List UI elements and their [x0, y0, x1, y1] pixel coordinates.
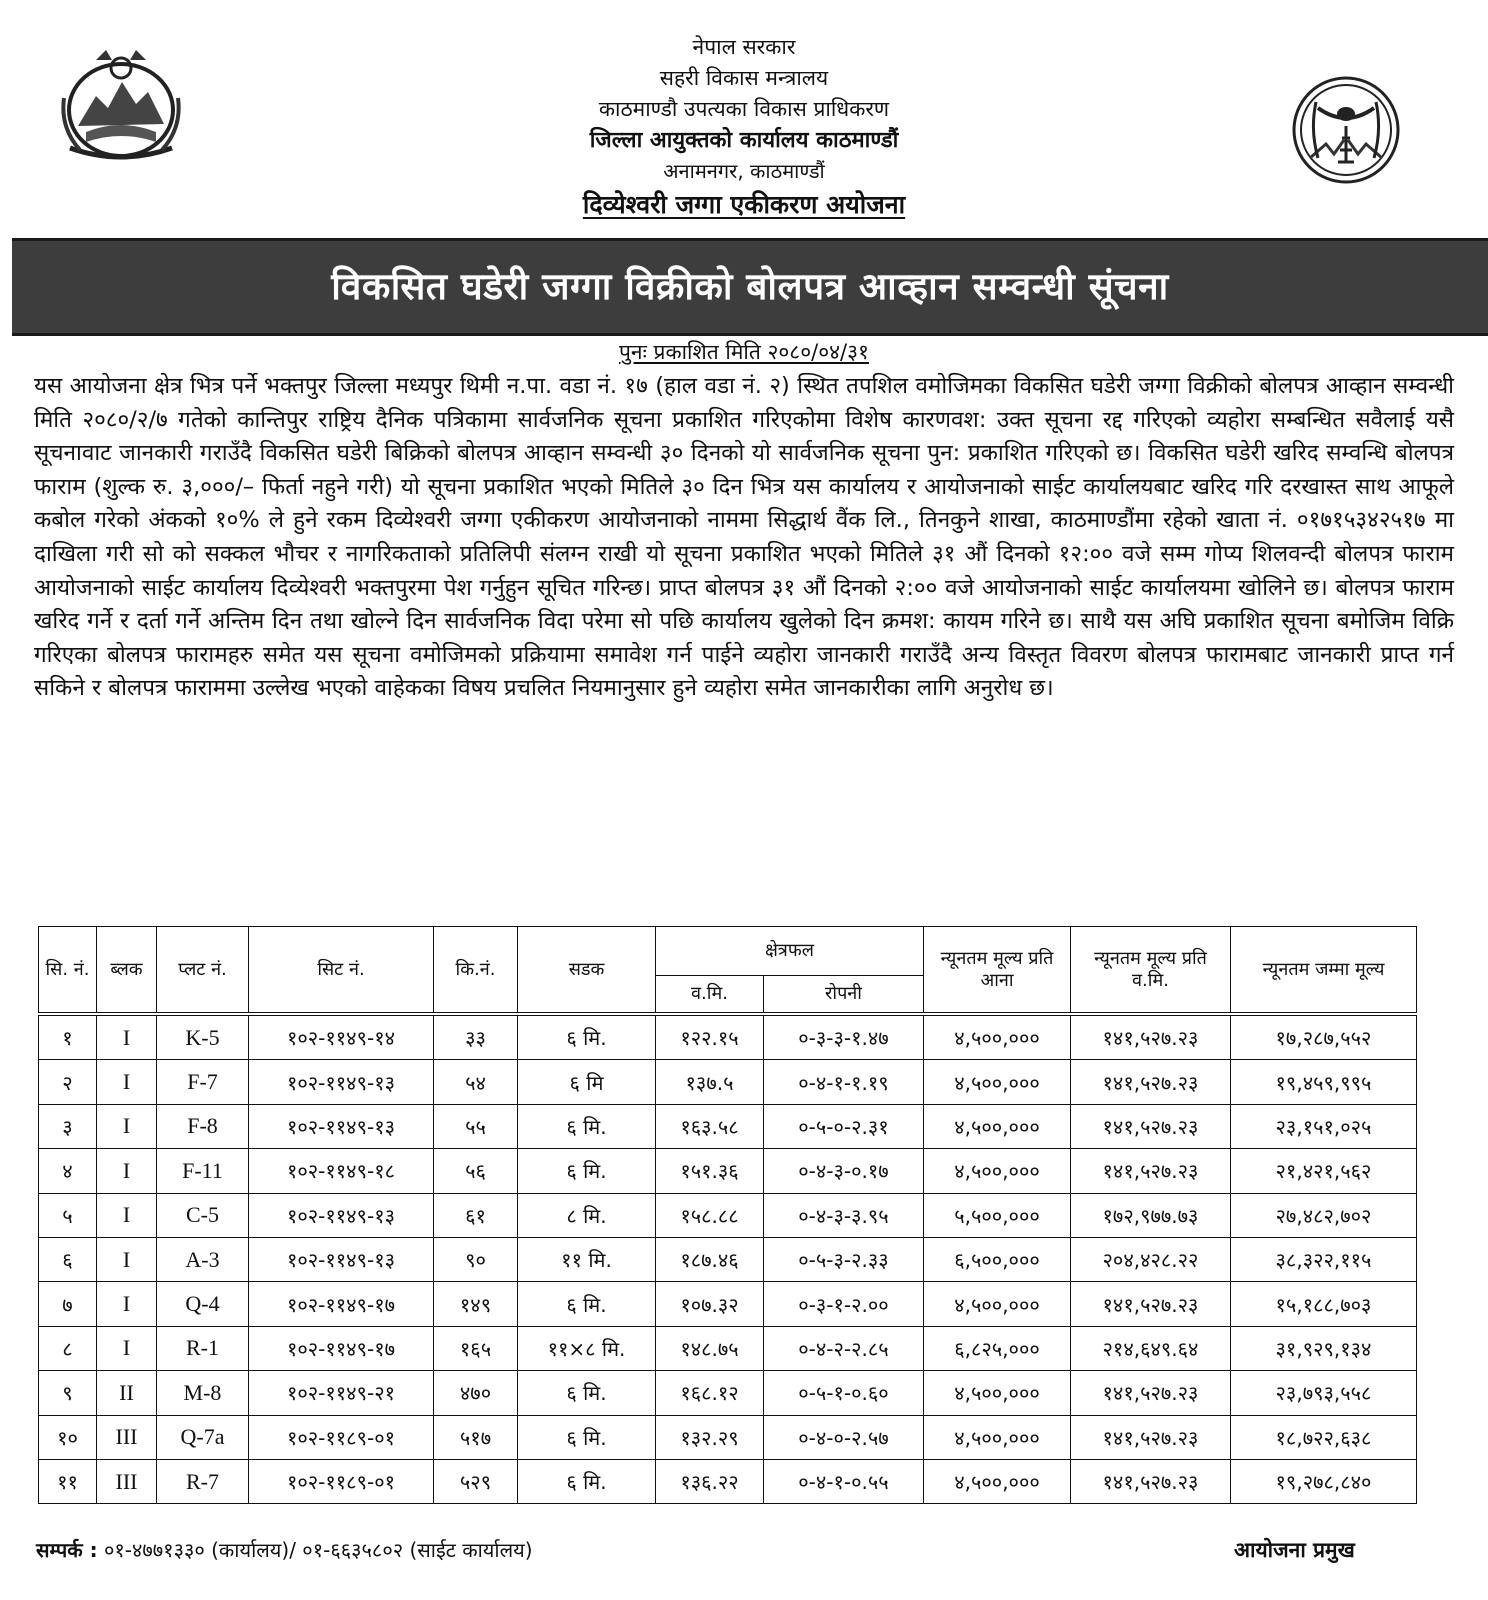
cell-sheet: १०२-११४९-१७ [249, 1326, 434, 1370]
cell-road: ६ मि. [518, 1149, 656, 1193]
cell-block: III [97, 1459, 157, 1503]
cell-min-per-aana: ४,५००,००० [924, 1014, 1071, 1060]
cell-area-sqm: १०७.३२ [656, 1282, 764, 1326]
cell-min-total: १९,२७८,८४० [1231, 1459, 1417, 1503]
table-row [39, 1193, 1417, 1237]
cell-block: I [97, 1193, 157, 1237]
cell-min-total: १७,२८७,५५२ [1231, 1014, 1417, 1060]
cell-min-total: १९,४५९,९९५ [1231, 1060, 1417, 1104]
cell-min-per-sqm: २१४,६४९.६४ [1071, 1326, 1231, 1370]
signatory: आयोजना प्रमुख [1234, 1538, 1355, 1562]
header-line-authority: काठमाण्डौ उपत्यका विकास प्राधिकरण [598, 97, 890, 121]
cell-sheet: १०२-११४९-१३ [249, 1060, 434, 1104]
notice-title: विकसित घडेरी जग्गा विक्रीको बोलपत्र आव्हान सम्वन्धी सूंचना [331, 265, 1169, 308]
header-area: क्षेत्रफल [656, 927, 924, 976]
header-plot: प्लट नं. [157, 927, 249, 1015]
cell-area-sqm: १३७.५ [656, 1060, 764, 1104]
plot-rows [39, 1014, 1417, 1504]
cell-area-ropani: ०-५-०-२.३१ [764, 1104, 924, 1148]
nepal-government-emblem-icon [56, 38, 186, 168]
office-header [400, 32, 1088, 220]
cell-sn: ११ [39, 1459, 97, 1503]
cell-min-per-sqm: १४१,५२७.२३ [1071, 1014, 1231, 1060]
cell-sn: ९ [39, 1371, 97, 1415]
cell-min-per-aana: ४,५००,००० [924, 1415, 1071, 1459]
kvda-logo-icon [1290, 74, 1402, 186]
cell-sheet: १०२-११४९-१७ [249, 1282, 434, 1326]
cell-sn: ५ [39, 1193, 97, 1237]
cell-road: ११×८ मि. [518, 1326, 656, 1370]
contact-line [36, 1536, 533, 1563]
cell-min-per-aana: ६,५००,००० [924, 1237, 1071, 1281]
cell-area-ropani: ०-५-३-२.३३ [764, 1237, 924, 1281]
cell-kitta: ५४ [434, 1060, 518, 1104]
cell-min-total: २१,४२१,५६२ [1231, 1149, 1417, 1193]
cell-sheet: १०२-११४९-२१ [249, 1371, 434, 1415]
cell-min-per-aana: ४,५००,००० [924, 1149, 1071, 1193]
cell-min-total: २७,४८२,७०२ [1231, 1193, 1417, 1237]
cell-road: ६ मि. [518, 1104, 656, 1148]
header-sheet: सिट नं. [249, 927, 434, 1015]
cell-kitta: ५१७ [434, 1415, 518, 1459]
cell-min-per-sqm: १७२,९७७.७३ [1071, 1193, 1231, 1237]
cell-road: ६ मि. [518, 1415, 656, 1459]
cell-min-per-aana: ४,५००,००० [924, 1060, 1071, 1104]
table-row [39, 1371, 1417, 1415]
cell-area-ropani: ०-४-१-१.१९ [764, 1060, 924, 1104]
table-row [39, 1459, 1417, 1503]
cell-min-total: २३,७९३,५५८ [1231, 1371, 1417, 1415]
cell-road: ६ मि. [518, 1014, 656, 1060]
cell-road: ६ मि [518, 1060, 656, 1104]
table-row [39, 1060, 1417, 1104]
cell-block: III [97, 1415, 157, 1459]
header-area-ropani: रोपनी [764, 976, 924, 1015]
republished-date: पुनः प्रकाशित मिति २०८०/०४/३१ [619, 340, 869, 364]
cell-min-total: ३१,९२९,१३४ [1231, 1326, 1417, 1370]
cell-sn: ३ [39, 1104, 97, 1148]
cell-kitta: ३३ [434, 1014, 518, 1060]
project-name: दिव्येश्वरी जग्गा एकीकरण अयोजना [582, 190, 906, 219]
header-block: ब्लक [97, 927, 157, 1015]
table-row [39, 1104, 1417, 1148]
cell-area-sqm: १६८.१२ [656, 1371, 764, 1415]
cell-area-sqm: १८७.४६ [656, 1237, 764, 1281]
cell-min-per-sqm: १४१,५२७.२३ [1071, 1149, 1231, 1193]
cell-plot: Q-7a [157, 1415, 249, 1459]
cell-block: I [97, 1326, 157, 1370]
cell-road: ११ मि. [518, 1237, 656, 1281]
cell-min-total: ३८,३२२,११५ [1231, 1237, 1417, 1281]
cell-plot: F-8 [157, 1104, 249, 1148]
contact-numbers: ०१-४७७१३३० (कार्यालय)/ ०१-६६३५८०२ (साईट कार्यालय) [103, 1538, 533, 1562]
contact-label: सम्पर्क : [36, 1538, 98, 1562]
cell-kitta: ४७० [434, 1371, 518, 1415]
cell-min-per-aana: ४,५००,००० [924, 1282, 1071, 1326]
cell-road: ६ मि. [518, 1282, 656, 1326]
cell-road: ८ मि. [518, 1193, 656, 1237]
cell-min-per-sqm: १४१,५२७.२३ [1071, 1104, 1231, 1148]
cell-road: ६ मि. [518, 1371, 656, 1415]
cell-kitta: ५२९ [434, 1459, 518, 1503]
header-min-total: न्यूनतम जम्मा मूल्य [1231, 927, 1417, 1015]
cell-plot: Q-4 [157, 1282, 249, 1326]
header-road: सडक [518, 927, 656, 1015]
table-row [39, 1415, 1417, 1459]
header-area-sqm: व.मि. [656, 976, 764, 1015]
cell-min-per-aana: ४,५००,००० [924, 1459, 1071, 1503]
cell-sheet: १०२-११४९-१३ [249, 1237, 434, 1281]
cell-sheet: १०२-११४९-१३ [249, 1193, 434, 1237]
cell-area-ropani: ०-४-०-२.५७ [764, 1415, 924, 1459]
cell-block: I [97, 1237, 157, 1281]
cell-kitta: ५५ [434, 1104, 518, 1148]
header-line-ministry: सहरी विकास मन्त्रालय [659, 66, 829, 90]
cell-plot: R-7 [157, 1459, 249, 1503]
cell-area-ropani: ०-४-३-३.९५ [764, 1193, 924, 1237]
cell-block: II [97, 1371, 157, 1415]
cell-min-per-sqm: १४१,५२७.२३ [1071, 1282, 1231, 1326]
cell-area-sqm: १४८.७५ [656, 1326, 764, 1370]
cell-min-per-sqm: १४१,५२७.२३ [1071, 1459, 1231, 1503]
cell-sheet: १०२-११४९-१४ [249, 1014, 434, 1060]
cell-sheet: १०२-११८९-०१ [249, 1459, 434, 1503]
cell-min-total: २३,१५१,०२५ [1231, 1104, 1417, 1148]
header-line-office: जिल्ला आयुक्तको कार्यालय काठमाण्डौं [589, 128, 899, 153]
notice-title-banner [12, 238, 1488, 336]
table-row [39, 1237, 1417, 1281]
header-kitta: कि.नं. [434, 927, 518, 1015]
cell-area-ropani: ०-५-१-०.६० [764, 1371, 924, 1415]
notice-body: यस आयोजना क्षेत्र भित्र पर्ने भक्तपुर जिल्ला मध्यपुर थिमी न.पा. वडा नं. १७ (हाल वडा नं. २) स्थित तपशिल वमोजिमका विकसित घडेरी जग्गा विक्रीको बोलपत्र आव्हान सम्वन्धी मिति २०८०/२/७ गतेको कान्तिपुर राष्ट्रिय दैनिक पत्रिकामा सार्वजनिक सूचना प्रकाशित गरिएकोमा विशेष कारणवश: उक्त सूचना रद्द गरिएको व्यहोरा सम्बन्धित सवैलाई यसै सूचनावाट जानकारी गराउँदै विकसित घडेरी बिक्रिको बोलपत्र आव्हान सम्वन्धी ३० दिनको यो सार्वजनिक सूचना पुन: प्रकाशित गरिएको छ। विकसित घडेरी खरिद सम्वन्धि बोलपत्र फाराम (शुल्क रु. ३,०००/– फिर्ता नहुने गरी) यो सूचना प्रकाशित भएको मितिले ३० दिन भित्र यस कार्यालय र आयोजनाको साईट कार्यालयबाट खरिद गरि दरखास्त साथ आफूले कबोल गरेको अंकको १०% ले हुने रकम दिव्येश्वरी जग्गा एकीकरण आयोजनाको नाममा सिद्धार्थ वैंक लि., तिनकुने शाखा, काठमाण्डौंमा रहेको खाता नं. ०१७१५३४२५१७ मा दाखिला गरी सो को सक्कल भौचर र नागरिकताको प्रतिलिपी संलग्न राखी यो सूचना प्रकाशित भएको मितिले ३१ औं दिनको १२:०० वजे सम्म गोप्य शिलवन्दी बोलपत्र फाराम आयोजनाको साईट कार्यालय दिव्येश्वरी भक्तपुरमा पेश गर्नुहुन सूचित गरिन्छ। प्राप्त बोलपत्र ३१ औं दिनको २:०० वजे आयोजनाको साईट कार्यालयमा खोलिने छ। बोलपत्र फाराम खरिद गर्ने र दर्ता गर्ने अन्तिम दिन तथा खोल्ने दिन सार्वजनिक विदा परेमा सो पछि कार्यालय खुलेको दिन क्रमश: कायम गरिने छ। साथै यस अघि प्रकाशित सूचना बमोजिम विक्रि गरिएका बोलपत्र फारामहरु समेत यस सूचना वमोजिमको प्रक्रियामा समावेश गर्न पाईने व्यहोरा जानकारी गराउँदै अन्य विस्तृत विवरण बोलपत्र फारामबाट जानकारी प्राप्त गर्न सकिने र बोलपत्र फाराममा उल्लेख भएको वाहेकका विषय प्रचलित नियमानुसार हुने व्यहोरा समेत जानकारीका लागि अनुरोध छ। [34, 373, 1454, 702]
cell-block: I [97, 1060, 157, 1104]
header-min-per-sqm: न्यूनतम मूल्य प्रति व.मि. [1071, 927, 1231, 1015]
cell-sn: ७ [39, 1282, 97, 1326]
cell-sn: ४ [39, 1149, 97, 1193]
cell-sn: १ [39, 1014, 97, 1060]
table-row [39, 1149, 1417, 1193]
cell-area-ropani: ०-४-१-०.५५ [764, 1459, 924, 1503]
cell-sn: ८ [39, 1326, 97, 1370]
cell-area-sqm: १६३.५८ [656, 1104, 764, 1148]
cell-road: ६ मि. [518, 1459, 656, 1503]
cell-area-sqm: १२२.१५ [656, 1014, 764, 1060]
cell-kitta: ५६ [434, 1149, 518, 1193]
cell-min-total: १८,७२२,६३८ [1231, 1415, 1417, 1459]
cell-min-per-sqm: १४१,५२७.२३ [1071, 1060, 1231, 1104]
cell-sn: २ [39, 1060, 97, 1104]
cell-block: I [97, 1104, 157, 1148]
cell-min-per-sqm: १४१,५२७.२३ [1071, 1371, 1231, 1415]
cell-min-per-sqm: २०४,४२८.२२ [1071, 1237, 1231, 1281]
header-min-per-aana: न्यूनतम मूल्य प्रति आना [924, 927, 1071, 1015]
cell-area-sqm: १५१.३६ [656, 1149, 764, 1193]
cell-sheet: १०२-११४९-१८ [249, 1149, 434, 1193]
header-sn: सि. नं. [39, 927, 97, 1015]
cell-sheet: १०२-११४९-१३ [249, 1104, 434, 1148]
cell-plot: F-7 [157, 1060, 249, 1104]
cell-kitta: १४९ [434, 1282, 518, 1326]
cell-kitta: ६१ [434, 1193, 518, 1237]
cell-plot: C-5 [157, 1193, 249, 1237]
cell-area-sqm: १३६.२२ [656, 1459, 764, 1503]
cell-block: I [97, 1282, 157, 1326]
table-row [39, 1282, 1417, 1326]
plot-details-table [38, 926, 1417, 1504]
header-line-address: अनामनगर, काठमाण्डौं [663, 159, 825, 183]
cell-min-total: १५,१८८,७०३ [1231, 1282, 1417, 1326]
cell-block: I [97, 1149, 157, 1193]
cell-area-ropani: ०-४-३-०.१७ [764, 1149, 924, 1193]
republished-date-line [0, 338, 1488, 366]
cell-plot: A-3 [157, 1237, 249, 1281]
cell-min-per-aana: ४,५००,००० [924, 1104, 1071, 1148]
cell-plot: M-8 [157, 1371, 249, 1415]
cell-sn: ६ [39, 1237, 97, 1281]
table-row [39, 1014, 1417, 1060]
cell-sn: १० [39, 1415, 97, 1459]
table-row [39, 1326, 1417, 1370]
cell-kitta: १६५ [434, 1326, 518, 1370]
cell-block: I [97, 1014, 157, 1060]
cell-min-per-aana: ४,५००,००० [924, 1371, 1071, 1415]
cell-area-sqm: १३२.२९ [656, 1415, 764, 1459]
cell-area-ropani: ०-३-३-१.४७ [764, 1014, 924, 1060]
cell-area-ropani: ०-४-२-२.८५ [764, 1326, 924, 1370]
cell-plot: R-1 [157, 1326, 249, 1370]
cell-kitta: ९० [434, 1237, 518, 1281]
cell-area-ropani: ०-३-१-२.०० [764, 1282, 924, 1326]
cell-sheet: १०२-११८९-०१ [249, 1415, 434, 1459]
cell-plot: K-5 [157, 1014, 249, 1060]
cell-area-sqm: १५८.८८ [656, 1193, 764, 1237]
header-line-government: नेपाल सरकार [692, 35, 796, 59]
cell-min-per-aana: ६,८२५,००० [924, 1326, 1071, 1370]
cell-min-per-aana: ५,५००,००० [924, 1193, 1071, 1237]
cell-plot: F-11 [157, 1149, 249, 1193]
cell-min-per-sqm: १४१,५२७.२३ [1071, 1415, 1231, 1459]
